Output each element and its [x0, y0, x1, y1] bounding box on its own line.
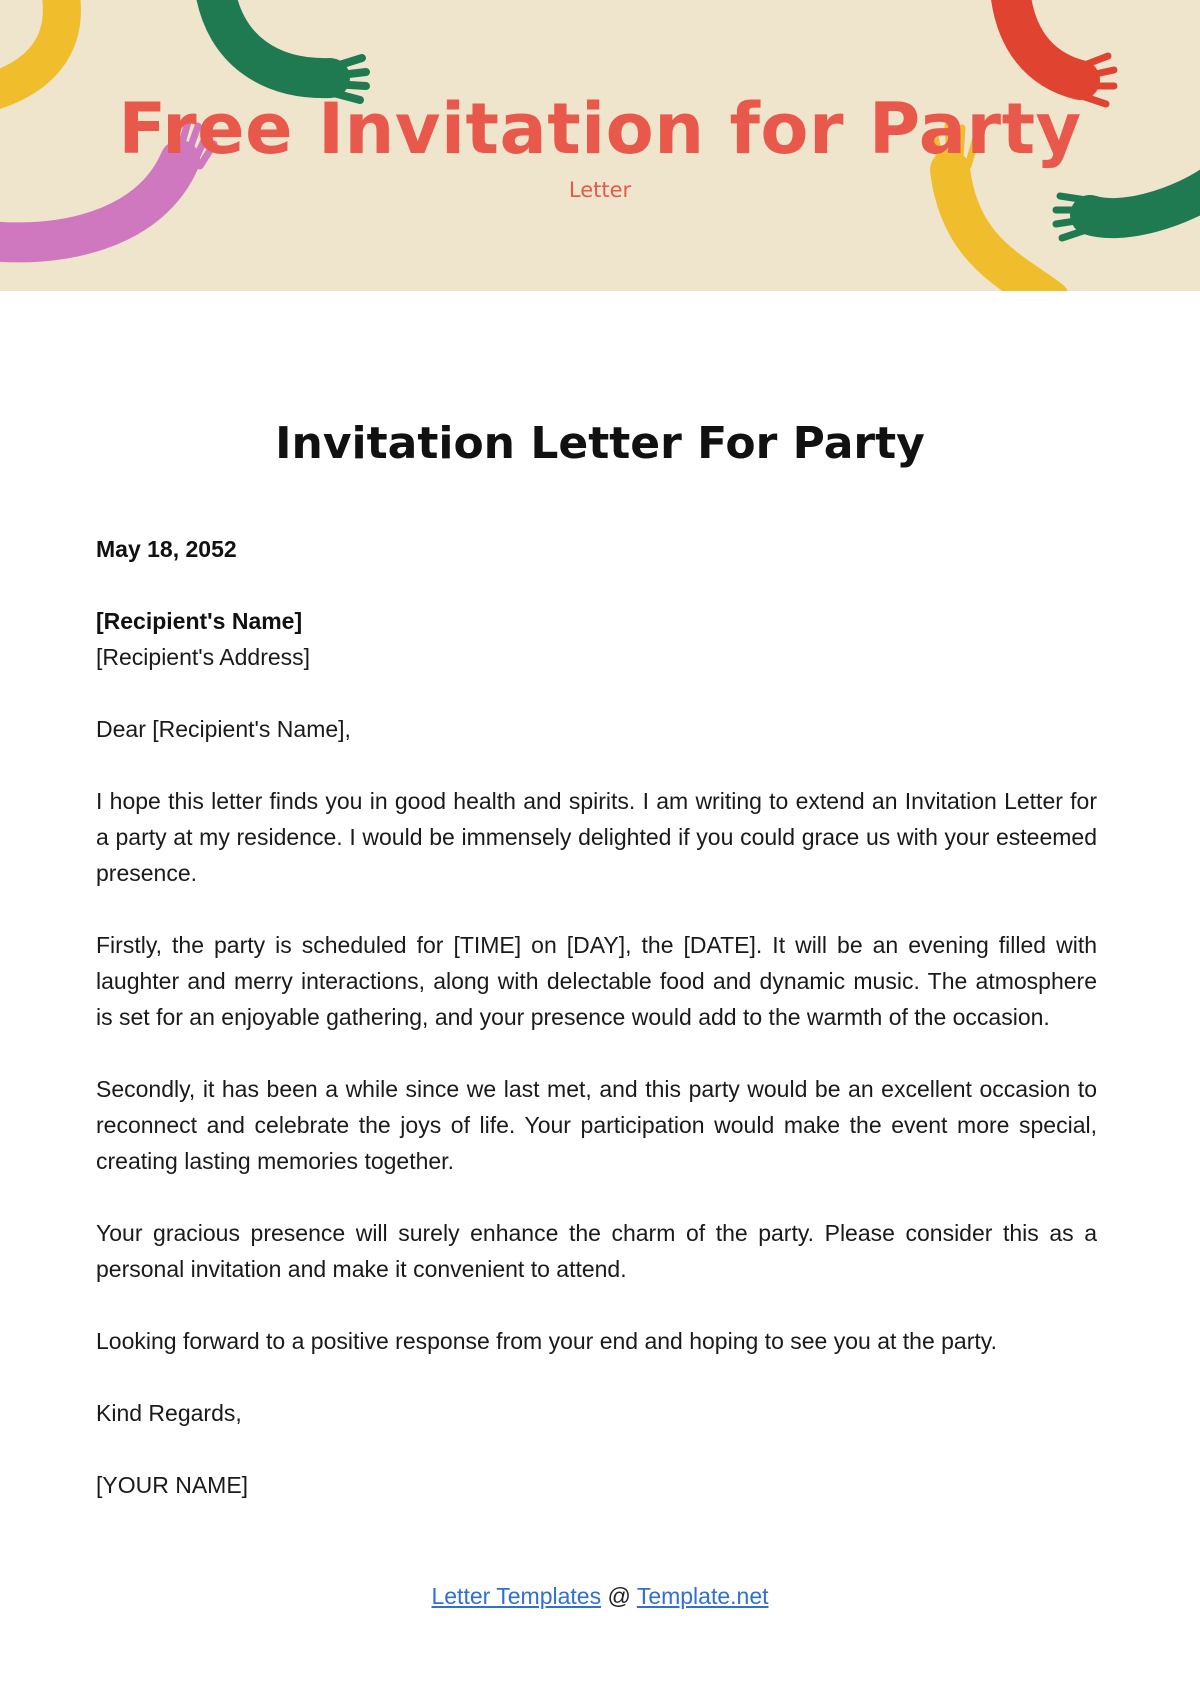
footer	[0, 1578, 1200, 1614]
footer-separator: @	[601, 1583, 637, 1609]
banner-title: Free Invitation for Party	[118, 88, 1082, 170]
paragraph: Your gracious presence will surely enhance the charm of the party. Please consider this as a personal invitation and make it convenient to attend.	[96, 1220, 1097, 1282]
recipient-address: [Recipient's Address]	[96, 644, 311, 670]
document-title: Invitation Letter For Party	[275, 418, 925, 469]
banner-subtitle: Letter	[568, 178, 632, 202]
closing: Kind Regards,	[96, 1400, 242, 1426]
red-arm-top-right	[1010, 0, 1080, 80]
letter-body	[96, 531, 1097, 1503]
letter-templates-link[interactable]: Letter Templates	[431, 1583, 602, 1609]
template-net-link[interactable]: Template.net	[636, 1583, 769, 1609]
signature: [YOUR NAME]	[96, 1472, 249, 1498]
letter-date: May 18, 2052	[96, 536, 237, 562]
yellow-arm-top-left	[0, 0, 62, 95]
paragraph: Secondly, it has been a while since we last met, and this party would be an excellent occasion to reconnect and celebrate the joys of life. Your participation would make the event more special, creating lasting memories together.	[96, 1076, 1097, 1174]
recipient-name: [Recipient's Name]	[96, 608, 303, 634]
green-arm-top	[215, 0, 330, 78]
paragraph: Looking forward to a positive response from your end and hoping to see you at the party.	[96, 1328, 997, 1354]
paragraph: Firstly, the party is scheduled for [TIME] on [DAY], the [DATE]. It will be an evening filled with laughter and merry interactions, along with delectable food and dynamic music. The atmosphere is set for an enjoyable gathering, and your presence would add to the warmth of the occasion.	[96, 932, 1097, 1030]
paragraph: I hope this letter finds you in good health and spirits. I am writing to extend an Invitation Letter for a party at my residence. I would be immensely delighted if you could grace us with your esteemed presence.	[96, 788, 1097, 886]
header-banner	[0, 0, 1200, 291]
salutation: Dear [Recipient's Name],	[96, 716, 351, 742]
